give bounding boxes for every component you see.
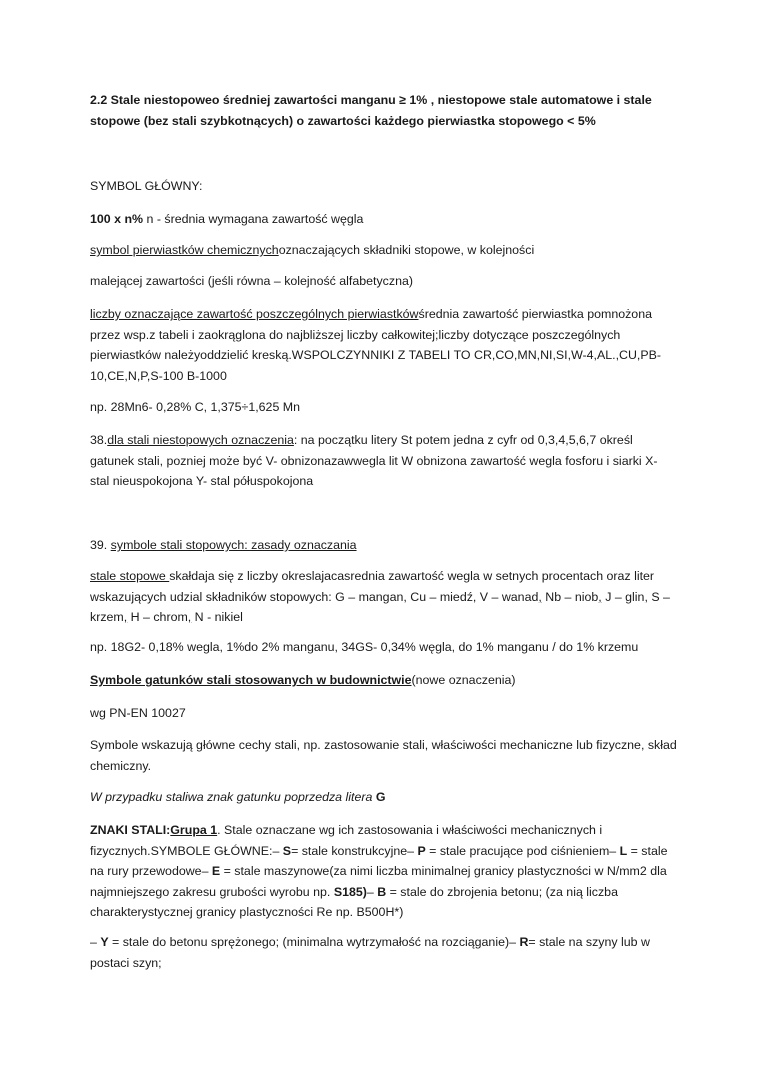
italic-text: W przypadku staliwa znak gatunku poprzedza litera	[90, 790, 376, 804]
paragraph-text: : na początku litery St potem jedna z cyfr od 0,3,4,5,6,7 określ gatunek stali, pozniej może być V- obnizonazawwegla lit W obnizona zawartość wegla fosforu i siarki X- stal nieuspokojona Y- stal półuspokojona	[90, 433, 658, 488]
bold-symbol: S	[282, 843, 292, 858]
example-18g2: np. 18G2- 0,18% wegla, 1%do 2% manganu, 34GS- 0,34% węgla, do 1% manganu / do 1% krzemu	[90, 640, 639, 654]
paragraph-text: = stale konstrukcyjne–	[291, 843, 418, 858]
underlined-term: dla stali niestopowych oznaczenia	[107, 433, 294, 447]
underlined-comma: ,	[598, 589, 602, 604]
bold-underlined-group: Grupa 1	[170, 823, 218, 837]
paragraph-stale-stopowe	[90, 566, 680, 628]
paragraph-text: = stale na rury przewodowe–	[90, 843, 668, 878]
paragraph-text: (nowe oznaczenia)	[411, 673, 516, 687]
formula-text: 100 x n%	[90, 212, 144, 226]
paragraph-text: –	[366, 884, 378, 899]
underlined-comma: ,	[538, 589, 542, 604]
paragraph-symbol-pierwiastkow	[90, 240, 680, 261]
item-number: 39.	[90, 538, 111, 552]
paragraph-text: H – chrom	[127, 610, 188, 624]
underlined-term: liczby oznaczające zawartość poszczególnych pierwiastków	[90, 307, 419, 321]
paragraph-100n	[90, 209, 680, 230]
section-heading: 2.2 Stale niestopoweo średniej zawartości manganu ≥ 1% , niestopowe stale automatowe i stale stopowe (bez stali szybkotnących) o zawartości każdego pierwiastka stopowego < 5%	[90, 93, 652, 128]
paragraph-znaki-stali	[90, 820, 680, 923]
symbol-glowny-label: SYMBOL GŁÓWNY:	[90, 179, 203, 193]
underlined-comma: ,	[644, 589, 648, 604]
paragraph-text: J – glin	[601, 589, 645, 604]
paragraph-text: N - nikiel	[191, 610, 243, 624]
underlined-term: symbole stali stopowych: zasady oznaczania	[110, 538, 357, 552]
paragraph-text: oznaczających składniki stopowe, w kolejności	[278, 243, 535, 257]
paragraph-text: średnia zawartość pierwiastka pomnożona przez wsp.z tabeli i zaokrąglona do najbliższej liczby całkowitej;liczby dotyczące poszczególnych pierwiastków należyoddzielić kreską.WSPOLCZYNNIKI Z TABELI TO CR,CO,MN,NI,SI,W-4,AL.,CU,PB-10,CE,N,P,S-100 B-1000	[90, 307, 662, 383]
bold-symbol: P	[417, 843, 426, 858]
paragraph-text: . Stale oznaczane wg ich zastosowania i właściwości mechanicznych i fizycznych.SYMBOLE GŁÓWNE:–	[90, 823, 603, 858]
paragraph-text: = stale pracujące pod ciśnieniem–	[425, 843, 620, 858]
item-number: 38.	[90, 433, 108, 447]
paragraph-symbole-gatunkow	[90, 670, 680, 691]
bold-symbol: Y	[100, 935, 109, 949]
paragraph-malejacej: malejącej zawartości (jeśli równa – kolejność alfabetyczna)	[90, 274, 413, 288]
bold-letter: G	[375, 790, 386, 804]
formula-description: n - średnia wymagana zawartość węgla	[143, 212, 364, 226]
underlined-comma: ,	[123, 610, 128, 624]
paragraph-text: = stale do betonu sprężonego; (minimalna wytrzymałość na rozciąganie)–	[108, 935, 520, 949]
paragraph-text: –	[90, 935, 101, 949]
underlined-term: symbol pierwiastków chemicznych	[90, 243, 279, 257]
paragraph-text: = stale do zbrojenia betonu; (za nią liczba charakterystycznej granicy plastyczności Re np. B500H*)	[90, 884, 618, 919]
underlined-term: stale stopowe	[90, 569, 170, 583]
bold-symbol: S185)	[333, 884, 367, 899]
standard-reference: wg PN-EN 10027	[90, 706, 186, 720]
paragraph-text: Nb – niob	[541, 589, 599, 604]
paragraph-text: = stale maszynowe(za nimi liczba minimalnej granicy plastyczności w N/mm2 dla najmniejszego zakresu grubości wyrobu np.	[90, 864, 667, 899]
paragraph-text: skałdaja się z liczby okreslajacasrednia zawartość wegla w setnych procentach oraz liter wskazujących udzial składników stopowych: G – mangan, Cu – miedź, V – wanad	[90, 569, 655, 604]
paragraph-text: S – krzem	[90, 589, 670, 624]
paragraph-text: = stale na szyny lub w postaci szyn;	[90, 935, 650, 970]
bold-symbol: R	[519, 935, 529, 949]
paragraph-staliwa	[90, 787, 680, 808]
bold-symbol: B	[377, 884, 387, 899]
paragraph-symbole-wskazuja: Symbole wskazują główne cechy stali, np. zastosowanie stali, właściwości mechaniczne lub fizyczne, skład chemiczny.	[90, 738, 677, 773]
paragraph-39	[90, 535, 680, 556]
paragraph-y-r	[90, 932, 680, 973]
paragraph-38	[90, 430, 680, 492]
bold-underlined-title: Symbole gatunków stali stosowanych w budownictwie	[90, 673, 412, 687]
bold-label: ZNAKI STALI:	[90, 823, 171, 837]
bold-symbol: L	[619, 843, 628, 858]
bold-symbol: E	[211, 864, 221, 878]
example-28mn6: np. 28Mn6- 0,28% C, 1,375÷1,625 Mn	[90, 400, 300, 414]
paragraph-liczby	[90, 304, 680, 386]
underlined-comma: ,	[187, 610, 192, 624]
